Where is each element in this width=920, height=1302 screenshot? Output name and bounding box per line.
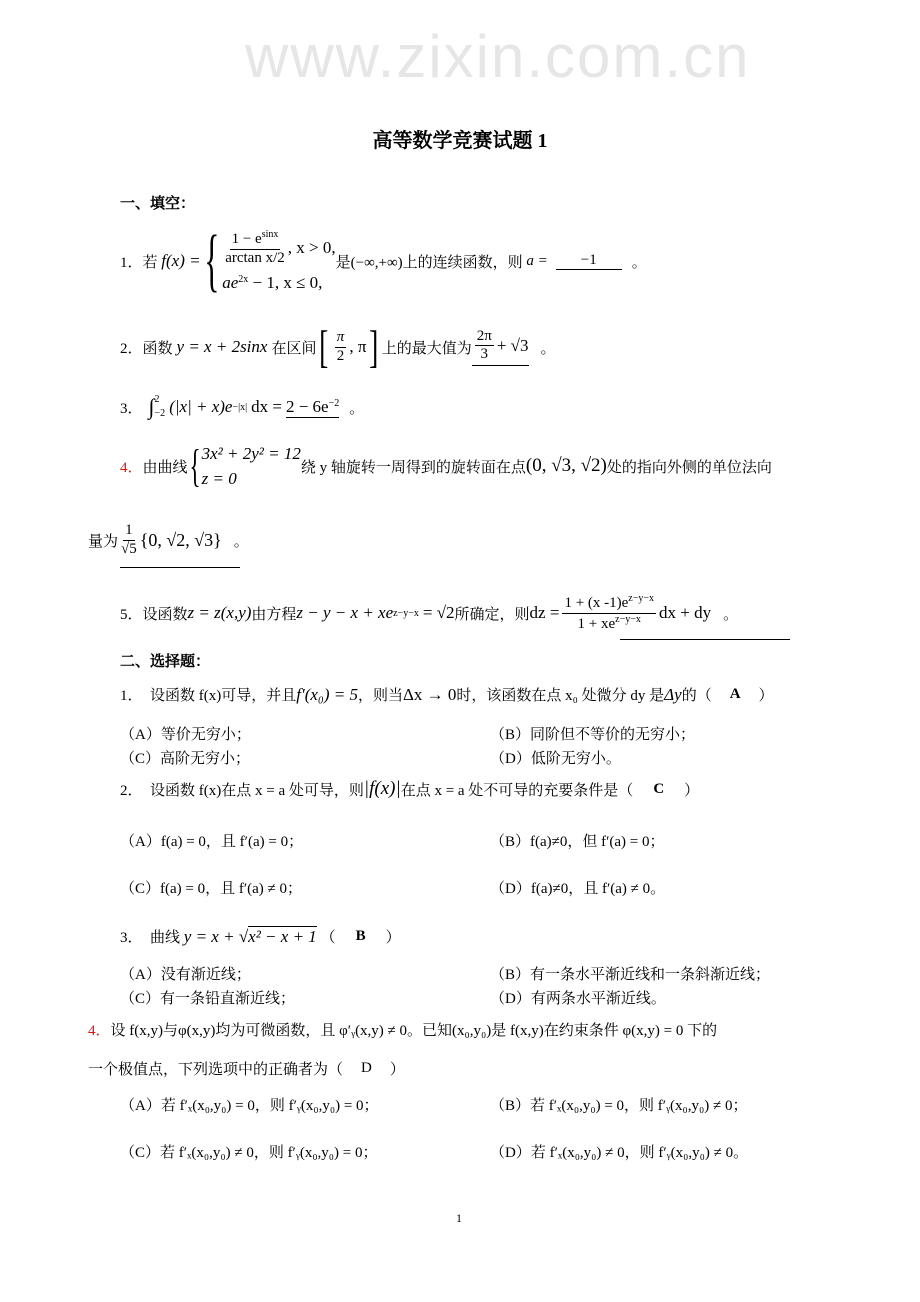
math: 2: [336, 347, 345, 364]
math: Δx → 0: [402, 684, 457, 704]
text: 在点 x = a 处不可导的充要条件是（: [400, 782, 634, 799]
text: 绕 y 轴旋转一周得到的旋转面在点: [300, 459, 526, 476]
text: 是(−∞,+∞)上的连续函数，则: [335, 254, 523, 271]
text: 曲线: [150, 930, 181, 946]
option-c: （C）有一条铅直渐近线；: [120, 991, 296, 1007]
text: 一个极值点，下列选项中的正确者为（: [88, 1062, 344, 1078]
text: 设 f(x,y)与φ(x,y)均为可微函数，且 φ′ᵧ(x,y) ≠ 0。已知(x₀,y₀)是 f(x,y)在约束条件 φ(x,y) = 0 下的: [110, 1023, 718, 1039]
math: 1 + (x -1)e: [564, 595, 629, 612]
math: 1 − e: [231, 231, 262, 248]
page-number: 1: [456, 1211, 462, 1225]
math: arctan x/2: [225, 249, 285, 266]
math: Δy: [664, 684, 682, 704]
text: 。: [723, 606, 739, 623]
question-number: 3．: [120, 400, 143, 417]
option-d: （D）若 f′ₓ(x₀,y₀) ≠ 0，则 f′ᵧ(x₀,y₀) ≠ 0。: [490, 1145, 749, 1161]
answer-blank: −1: [556, 252, 622, 270]
math: π: [335, 329, 347, 347]
math: 3: [480, 346, 489, 362]
math: 1 + xe: [577, 615, 616, 632]
choice-question-4-continued: [88, 1058, 405, 1079]
text: 函数: [142, 340, 173, 357]
math: , x > 0,: [287, 238, 336, 257]
math: 2 − 6e: [285, 396, 329, 416]
text: 处的指向外侧的单位法向: [606, 459, 772, 476]
math: sinx: [261, 229, 279, 241]
question-4: [120, 442, 772, 490]
text: 上的最大值为: [381, 340, 472, 357]
left-bracket: [: [319, 321, 329, 372]
math: −2: [154, 408, 166, 419]
option-d: （D）f(a)≠0，且 f′(a) ≠ 0。: [490, 881, 666, 897]
text: 所确定，则: [454, 606, 530, 623]
option-b: （B）若 f′ₓ(x₀,y₀) = 0，则 f′ᵧ(x₀,y₀) ≠ 0；: [490, 1098, 748, 1114]
option-b: （B）f(a)≠0，但 f′(a) = 0；: [490, 834, 665, 850]
answer: C: [653, 780, 665, 797]
question-2: [120, 320, 556, 374]
text: ）: [684, 782, 700, 799]
question-number: 4．: [88, 1023, 111, 1039]
math: dz =: [529, 603, 560, 622]
answer: D: [361, 1060, 372, 1076]
choice-question-3: [120, 926, 401, 947]
left-brace: {: [203, 222, 219, 299]
equation-system: [202, 441, 301, 492]
integral-sign: ∫: [148, 394, 155, 419]
text: 由曲线: [142, 459, 188, 476]
option-a: （A）若 f′ₓ(x₀,y₀) = 0，则 f′ᵧ(x₀,y₀) = 0；: [120, 1098, 379, 1114]
math: (0, √3, √2): [525, 455, 607, 476]
option-b: （B）有一条水平渐近线和一条斜渐近线；: [490, 967, 771, 983]
math: f(x) =: [161, 251, 201, 270]
question-number: 2．: [120, 340, 143, 357]
question-number: 4．: [120, 459, 143, 476]
math: , π: [349, 337, 367, 356]
text: ，则当: [357, 688, 403, 704]
text: 。: [349, 400, 365, 417]
option-a: （A）等价无穷小；: [120, 727, 251, 743]
math: 2: [154, 394, 160, 405]
text: 在区间: [271, 340, 317, 357]
math: −2: [328, 397, 340, 409]
option-c: （C）f(a) = 0，且 f′(a) ≠ 0；: [120, 881, 303, 897]
answer: B: [355, 928, 366, 944]
math: dx =: [251, 397, 282, 416]
question-number: 2．: [120, 782, 143, 799]
text: 。: [233, 533, 249, 550]
page-title: 高等数学竞赛试题 1: [372, 130, 548, 152]
math: 2x: [238, 273, 249, 285]
text: 若: [142, 254, 158, 271]
question-4-continued: [88, 514, 249, 566]
math: y = x + 2sinx: [176, 337, 268, 356]
math: − 1, x ≤ 0,: [248, 272, 323, 292]
math: ae: [222, 272, 239, 292]
math: 3x² + 2y² = 12: [201, 443, 301, 463]
math: z−y−x: [628, 593, 655, 605]
question-3: [120, 392, 364, 422]
answer-underline: [120, 567, 240, 568]
question-number: 1．: [120, 688, 143, 704]
watermark: www.zixin.com.cn: [245, 23, 751, 90]
option-b: （B）同阶但不等价的无穷小；: [490, 727, 696, 743]
question-1: [120, 218, 647, 304]
math: = √2: [422, 603, 455, 622]
right-bracket: ]: [369, 321, 379, 372]
answer: A: [729, 686, 741, 702]
piecewise-cases: [222, 229, 335, 293]
math: {0, √2, √3}: [139, 529, 222, 550]
question-number: 3．: [120, 930, 143, 946]
math: 2π: [475, 328, 494, 346]
left-brace: {: [189, 440, 201, 491]
text: 的（: [681, 688, 712, 704]
question-number: 5．: [120, 606, 143, 623]
option-a: （A）没有渐近线；: [120, 967, 251, 983]
math: |f(x)|: [363, 778, 401, 799]
text: ）: [389, 1062, 405, 1078]
math: x² − x + 1: [248, 927, 317, 946]
choice-question-4: [88, 1019, 717, 1040]
text: 时，该函数在点 x₀ 处微分 dy 是: [456, 688, 665, 704]
math: z = 0: [201, 469, 237, 488]
math: z = z(x,y): [187, 603, 252, 622]
option-c: （C）若 f′ₓ(x₀,y₀) ≠ 0，则 f′ᵧ(x₀,y₀) = 0；: [120, 1145, 378, 1161]
math: dx + dy: [659, 603, 712, 622]
math: y = x + √: [183, 926, 249, 946]
answer-underline: [620, 639, 790, 640]
math: + √3: [496, 335, 529, 355]
answer-blank: [472, 328, 529, 367]
math: z−y−x: [615, 613, 641, 625]
math: f′(x₀) = 5: [296, 684, 358, 704]
option-a: （A）f(a) = 0，且 f′(a) = 0；: [120, 834, 304, 850]
text: 设函数: [142, 606, 188, 623]
section-fill-in: 一、填空：: [120, 196, 196, 212]
choice-question-1: [120, 684, 774, 705]
math: √5: [121, 540, 137, 557]
text: 。: [631, 254, 647, 271]
text: （: [320, 930, 336, 946]
section-multiple-choice: 二、选择题：: [120, 654, 211, 670]
math: z − y − x + xe: [296, 603, 394, 622]
text: ）: [385, 930, 401, 946]
text: 。: [540, 340, 556, 357]
text: 设函数 f(x)可导，并且: [150, 688, 297, 704]
text: 由方程: [251, 606, 297, 623]
math: a =: [526, 252, 548, 269]
math: −|x|: [232, 401, 248, 413]
question-number: 1．: [120, 254, 143, 271]
text: ）: [758, 688, 774, 704]
option-d: （D）有两条水平渐近线。: [490, 991, 666, 1007]
text: 量为: [88, 533, 119, 550]
choice-question-2: [120, 778, 699, 800]
math: (|x| + x)e: [169, 397, 233, 416]
math: z−y−x: [393, 607, 419, 619]
question-5: [120, 590, 738, 636]
option-d: （D）低阶无穷小。: [490, 751, 621, 767]
option-c: （C）高阶无穷小；: [120, 751, 251, 767]
answer-blank: [286, 397, 339, 418]
math: 1: [123, 522, 135, 540]
text: 设函数 f(x)在点 x = a 处可导，则: [150, 782, 364, 799]
